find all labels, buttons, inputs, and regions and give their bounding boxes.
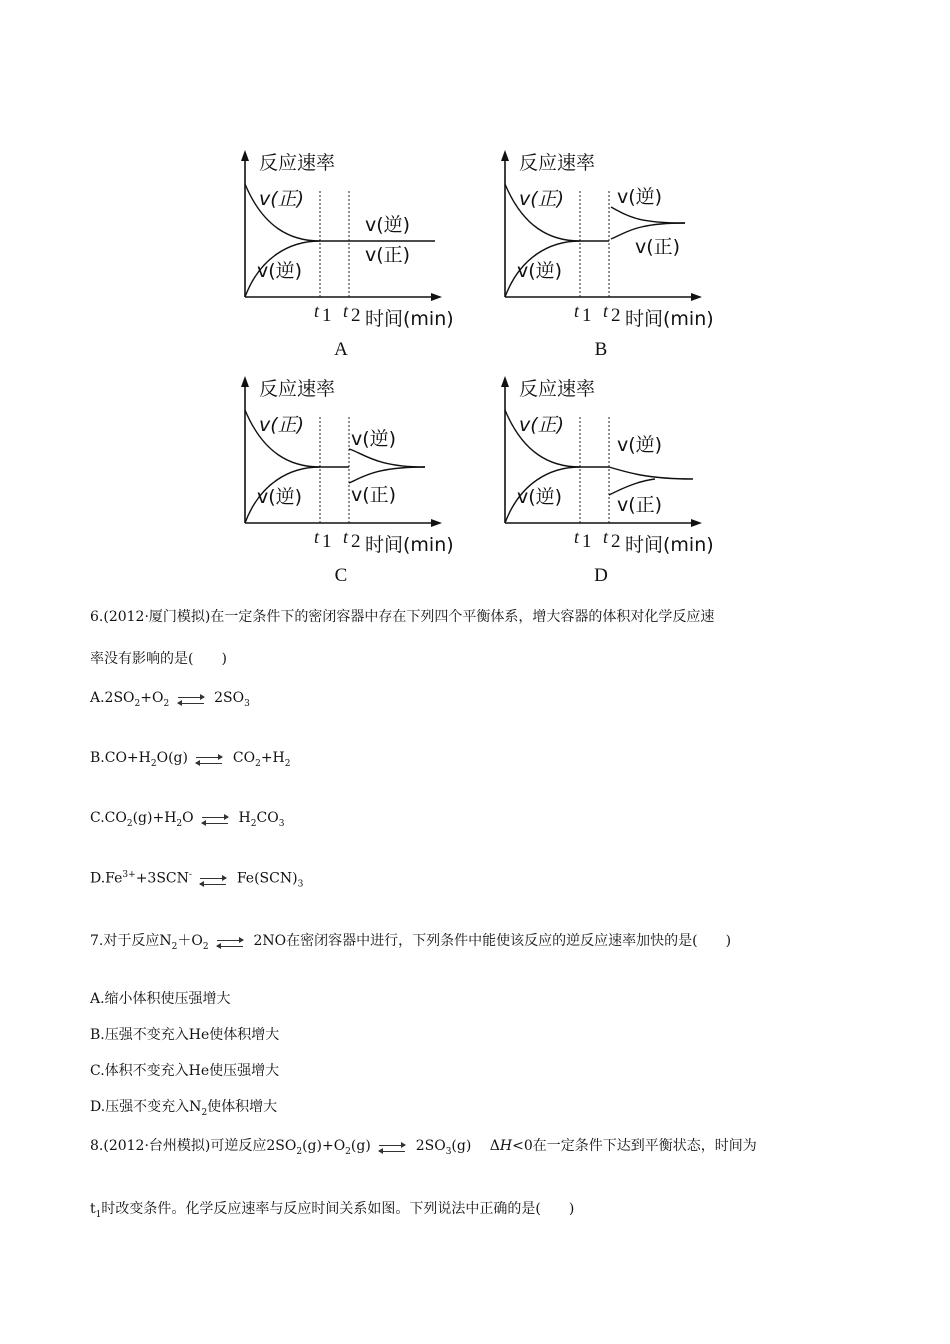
q7-option-b: B.压强不变充入He使体积增大: [90, 1027, 280, 1043]
panel-c-y-arrow-icon: [241, 376, 249, 387]
panel-a-v-forward-right: v(正): [365, 244, 411, 266]
equilibrium-arrow-icon: [375, 1142, 411, 1156]
panel-d-letter: D: [594, 565, 608, 586]
rate-graphs-svg: [0, 0, 950, 590]
panel-a-v-reverse-label: v(逆): [257, 260, 303, 282]
panel-c-t1-label: t: [314, 527, 320, 547]
panel-d-reverse-after: [609, 467, 693, 479]
panel-c-x-arrow-icon: [431, 519, 442, 527]
equilibrium-arrow-icon: [213, 937, 249, 951]
q8-stem-line1: 8.(2012·台州模拟)可逆反应$2SO_2(g)+O_2(g)$ $2SO_3(g)$ ΔH<0在一定条件下达到平衡状态，时间为: [90, 1138, 757, 1157]
q7-option-c: C.体积不变充入He使压强增大: [90, 1063, 280, 1079]
panel-a-xlabel: 时间(min): [365, 308, 454, 330]
q6-option-c: $C.CO_2(g)+H_2O$ $H_2CO_3$: [90, 810, 285, 829]
panel-b-x-arrow-icon: [691, 293, 702, 301]
panel-c-letter: C: [334, 565, 348, 586]
panel-d-ylabel: 反应速率: [519, 378, 596, 400]
panel-c-t2-sub: 2: [351, 531, 361, 552]
panel-a-y-arrow-icon: [241, 150, 249, 161]
panel-a-letter: A: [334, 339, 348, 360]
q6-option-b: $B.CO+H_2O(g)$ $CO_2+H_2$: [90, 750, 291, 769]
panel-b-xlabel: 时间(min): [625, 308, 714, 330]
panel-b-v-reverse-right: v(逆): [617, 186, 663, 208]
panel-b-t1-sub: 1: [582, 305, 592, 326]
panel-d-t2-label: t: [603, 527, 609, 547]
panel-a-t2-sub: 2: [351, 305, 361, 326]
panel-d-v-forward-label: v(正): [519, 414, 565, 436]
panel-a-t1-sub: 1: [322, 305, 332, 326]
panel-d-t1-sub: 1: [582, 531, 592, 552]
panel-b-y-arrow-icon: [501, 150, 509, 161]
panel-d-t2-sub: 2: [611, 531, 621, 552]
panel-b-t2-sub: 2: [611, 305, 621, 326]
panel-d-xlabel: 时间(min): [625, 534, 714, 556]
equilibrium-arrow-icon: [192, 754, 228, 768]
panel-a-t2-label: t: [343, 301, 349, 321]
panel-d-x-arrow-icon: [691, 519, 702, 527]
panel-c-v-reverse-right: v(逆): [351, 428, 397, 450]
panel-a-t1-label: t: [314, 301, 320, 321]
q7-option-d: D.压强不变充入$N_2$使体积增大: [90, 1099, 278, 1118]
equilibrium-arrow-icon: [196, 875, 232, 889]
panel-c-xlabel: 时间(min): [365, 534, 454, 556]
panel-b-letter: B: [594, 339, 608, 360]
panel-b-t2-label: t: [603, 301, 609, 321]
q7-option-a: A.缩小体积使压强增大: [90, 991, 231, 1007]
panel-c-t2-label: t: [343, 527, 349, 547]
panel-c-forward-after: [349, 467, 425, 483]
panel-b-v-forward-label: v(正): [519, 188, 565, 210]
q6-option-a: $A.2SO_2+O_2$ $2SO_3$: [90, 690, 250, 709]
panel-d-y-arrow-icon: [501, 376, 509, 387]
panel-d-t1-label: t: [574, 527, 580, 547]
panel-c-reverse-after: [349, 449, 425, 467]
equilibrium-arrow-icon: [174, 694, 210, 708]
q6-option-d: $D.Fe^{3+}+3SCN^-$ $Fe(SCN)_3$: [90, 870, 304, 890]
panel-c-ylabel: 反应速率: [259, 378, 336, 400]
panel-c-v-forward-label: v(正): [259, 414, 305, 436]
panel-b-v-reverse-label: v(逆): [517, 260, 563, 282]
panel-c-t1-sub: 1: [322, 531, 332, 552]
panel-d-v-reverse-label: v(逆): [517, 486, 563, 508]
q6-stem-line2: 率没有影响的是( ): [90, 651, 227, 667]
panel-d-forward-after: [609, 479, 655, 495]
panel-a-v-forward-label: v(正): [259, 188, 305, 210]
panel-d-v-forward-right: v(正): [617, 494, 663, 516]
panel-c-v-forward-right: v(正): [351, 484, 397, 506]
q7-stem: 7.对于反应$N_2+O_2$ 2NO在密闭容器中进行，下列条件中能使该反应的逆反应速率加快的是( ): [90, 933, 732, 952]
panel-b-ylabel: 反应速率: [519, 152, 596, 174]
panel-d-v-reverse-right: v(逆): [617, 434, 663, 456]
panel-a-x-arrow-icon: [431, 293, 442, 301]
rate-graphs-figure: [0, 0, 950, 590]
panel-b-t1-label: t: [574, 301, 580, 321]
q8-stem-line2: $t_1$时改变条件。化学反应速率与反应时间关系如图。下列说法中正确的是( ): [90, 1201, 575, 1220]
panel-c-v-reverse-label: v(逆): [257, 486, 303, 508]
panel-b-reverse-after: [611, 207, 685, 223]
panel-a-ylabel: 反应速率: [259, 152, 336, 174]
panel-a-v-reverse-right: v(逆): [365, 214, 411, 236]
q6-stem-line1: 6.(2012·厦门模拟)在一定条件下的密闭容器中存在下列四个平衡体系，增大容器的体积对化学反应速: [90, 609, 715, 625]
panel-b-v-forward-right: v(正): [635, 236, 681, 258]
equilibrium-arrow-icon: [198, 814, 234, 828]
